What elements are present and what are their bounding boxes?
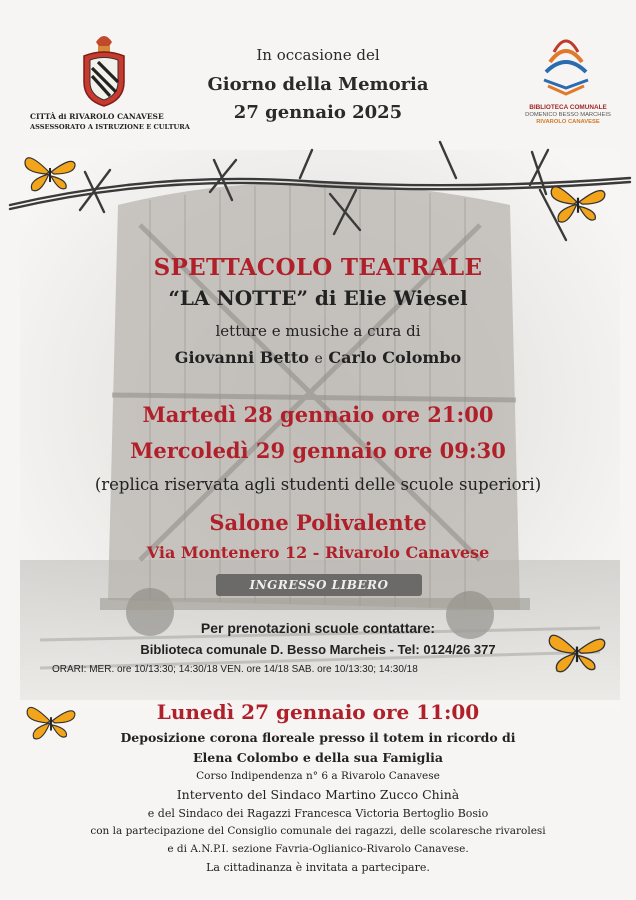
show-date-1: Martedì 28 gennaio ore 21:00 <box>142 402 494 427</box>
butterfly-icon <box>22 150 78 194</box>
show-artists <box>0 348 636 367</box>
occasion-text: In occasione del <box>256 46 380 64</box>
show-date-2: Mercoledì 29 gennaio ore 09:30 <box>130 438 506 463</box>
ceremony-mayor: Intervento del Sindaco Martino Zucco Chinà <box>176 787 460 802</box>
city-department: ASSESSORATO A ISTRUZIONE E CULTURA <box>30 123 190 131</box>
event-title: Giorno della Memoria <box>207 74 429 95</box>
free-entry-badge: INGRESSO LIBERO <box>216 574 422 596</box>
show-credits-intro: letture e musiche a cura di <box>215 322 421 340</box>
booking-contact: Biblioteca comunale D. Besso Marcheis - Tel: 0124/26 377 <box>140 642 496 657</box>
booking-title: Per prenotazioni scuole contattare: <box>200 620 436 636</box>
ceremony-anpi: e di A.N.P.I. sezione Favria-Oglianico-Rivarolo Canavese. <box>167 843 469 855</box>
library-city: RIVAROLO CANAVESE <box>536 119 600 125</box>
venue-name: Salone Polivalente <box>209 510 427 535</box>
ceremony-invitation: La cittadinanza è invitata a partecipare. <box>206 861 430 874</box>
ceremony-line-1: Deposizione corona floreale presso il totem in ricordo di <box>120 730 516 745</box>
artist-1: Giovanni Betto <box>174 348 309 367</box>
venue-address: Via Montenero 12 - Rivarolo Canavese <box>146 543 490 562</box>
booking-hours: ORARI: MER. ore 10/13:30; 14:30/18 VEN. ore 14/18 SAB. ore 10/13:30; 14:30/18 <box>52 664 418 675</box>
show-title: SPETTACOLO TEATRALE <box>153 254 483 281</box>
ceremony-line-2: Elena Colombo e della sua Famiglia <box>193 750 443 765</box>
coat-of-arms-icon <box>78 30 130 108</box>
show-subtitle: “LA NOTTE” di Elie Wiesel <box>168 286 468 310</box>
ceremony-date: Lunedì 27 gennaio ore 11:00 <box>156 700 480 724</box>
artist-conjunction: e <box>314 351 323 367</box>
ceremony-youth-mayor: e del Sindaco dei Ragazzi Francesca Victoria Bertoglio Bosio <box>147 807 489 820</box>
barbed-wire-icon <box>0 130 636 260</box>
library-name: BIBLIOTECA COMUNALE <box>529 104 607 111</box>
city-name: CITTÀ di RIVAROLO CANAVESE <box>30 112 164 121</box>
ceremony-address: Corso Indipendenza n° 6 a Rivarolo Canavese <box>196 770 440 782</box>
replica-note: (replica riservata agli studenti delle scuole superiori) <box>94 475 542 494</box>
library-dedication: DOMENICO BESSO MARCHEIS <box>525 112 611 118</box>
library-logo-icon <box>536 32 596 96</box>
ceremony-participants: con la partecipazione del Consiglio comunale dei ragazzi, delle scolaresche rivarolesi <box>90 825 546 837</box>
event-date: 27 gennaio 2025 <box>233 102 403 123</box>
butterfly-icon <box>548 178 608 226</box>
artist-2: Carlo Colombo <box>328 348 462 367</box>
